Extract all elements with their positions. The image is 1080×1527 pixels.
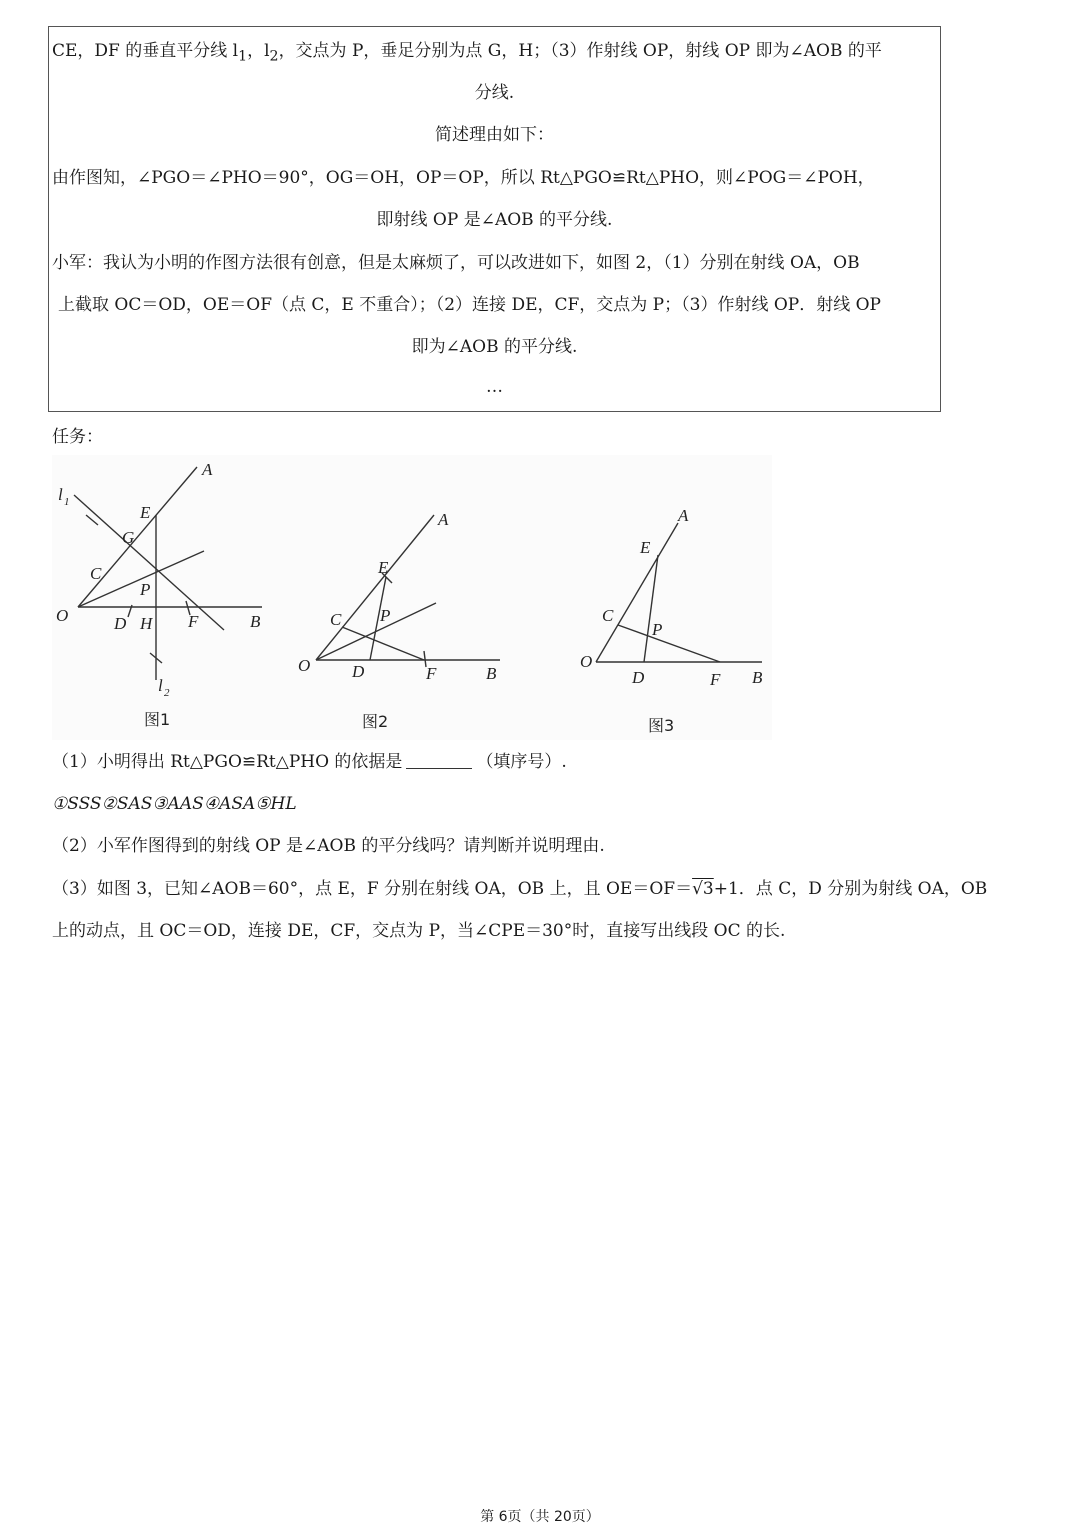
page-footer: 第 6页（共 20页）: [480, 1509, 600, 1525]
fig1-label-o: O: [56, 606, 69, 625]
question-3-line-2: 上的动点，且 OC＝OD，连接 DE，CF，交点为 P，当∠CPE＝30°时，直接写出线段 OC 的长.: [52, 921, 786, 941]
fig2-caption: 图2: [362, 712, 389, 731]
figures-panel: [52, 455, 772, 740]
fig1-label-d: D: [114, 614, 127, 633]
fig3-segment-cf: [618, 625, 720, 662]
fig3-label-e: E: [640, 538, 651, 557]
fig1-label-p: P: [140, 580, 151, 599]
fig2-label-a: A: [438, 510, 449, 529]
fig1-label-l1-sub: 1: [64, 496, 70, 508]
fig1-label-f: F: [188, 612, 199, 631]
fig1-label-a: A: [202, 460, 213, 479]
fig1-label-b: B: [250, 612, 261, 631]
fig2-label-o: O: [298, 656, 311, 675]
fig3-label-a: A: [678, 506, 689, 525]
sqrt-three: √3: [692, 879, 714, 899]
fig3-label-f: F: [710, 670, 721, 689]
fig2-label-d: D: [352, 662, 365, 681]
fig3-label-d: D: [632, 668, 645, 687]
fig2-label-p: P: [380, 606, 391, 625]
fig1-label-l1: l: [58, 485, 63, 504]
box-line-8: 即为∠AOB 的平分线.: [411, 337, 578, 357]
figures-svg: [52, 455, 772, 740]
box-line-7: 上截取 OC＝OD，OE＝OF（点 C，E 不重合）；（2）连接 DE，CF，交点为 P；（3）作射线 OP．射线 OP: [58, 295, 881, 315]
fig1-label-c: C: [90, 564, 102, 583]
box-line-1: CE，DF 的垂直平分线 $l_1$，$l_2$，交点为 P，垂足分别为点 G，H；（3）作射线 OP，射线 OP 即为∠AOB 的平: [52, 41, 882, 65]
fig2-label-f: F: [426, 664, 437, 683]
fig1-tick: [86, 515, 98, 525]
box-line-2: 分线.: [474, 83, 515, 103]
box-line-6: 小军：我认为小明的作图方法很有创意，但是太麻烦了，可以改进如下，如图 2，（1）分别在射线 OA，OB: [52, 253, 860, 273]
answer-blank[interactable]: [406, 750, 472, 769]
fig1-ray-oa: [78, 467, 197, 607]
fig2-label-c: C: [330, 610, 342, 629]
fig1-label-h: H: [140, 614, 153, 633]
options-line: ①SSS②SAS③AAS④ASA⑤HL: [52, 794, 297, 814]
fig1-caption: 图1: [144, 710, 171, 729]
question-1: （1）小明得出 Rt△PGO≌Rt△PHO 的依据是 （填序号）.: [52, 752, 567, 772]
box-line-4: 由作图知，∠PGO＝∠PHO＝90°，OG＝OH，OP＝OP，所以 Rt△PGO≌Rt△PHO，则∠POG＝∠POH，: [52, 168, 875, 188]
box-line-5: 即射线 OP 是∠AOB 的平分线.: [376, 210, 613, 230]
box-line-3: 简述理由如下：: [435, 125, 554, 145]
fig3-label-o: O: [580, 652, 593, 671]
fig1-label-l2-sub: 2: [164, 687, 170, 699]
fig2-segment-cf: [342, 627, 424, 660]
question-3-line-1: （3）如图 3，已知∠AOB＝60°，点 E，F 分别在射线 OA，OB 上，且 OE＝OF＝√3+1．点 C，D 分别为射线 OA，OB: [52, 879, 988, 899]
fig3-segment-de: [644, 555, 658, 662]
fig1-label-e: E: [140, 503, 151, 522]
fig1-label-l2: l: [158, 676, 163, 695]
fig2-label-e: E: [378, 558, 389, 577]
fig3-ray-oa: [596, 523, 678, 662]
figure-1: [56, 460, 262, 729]
figure-2: [298, 510, 500, 731]
figure-3: [580, 506, 763, 735]
fig2-ray-oa: [316, 515, 434, 660]
fig3-caption: 图3: [648, 716, 675, 735]
fig3-label-p: P: [652, 620, 663, 639]
fig2-label-b: B: [486, 664, 497, 683]
fig1-label-g: G: [122, 528, 135, 547]
box-ellipsis: …: [486, 377, 503, 397]
task-label: 任务：: [52, 427, 103, 447]
question-2: （2）小军作图得到的射线 OP 是∠AOB 的平分线吗？请判断并说明理由.: [52, 836, 605, 856]
fig3-label-b: B: [752, 668, 763, 687]
fig3-label-c: C: [602, 606, 614, 625]
